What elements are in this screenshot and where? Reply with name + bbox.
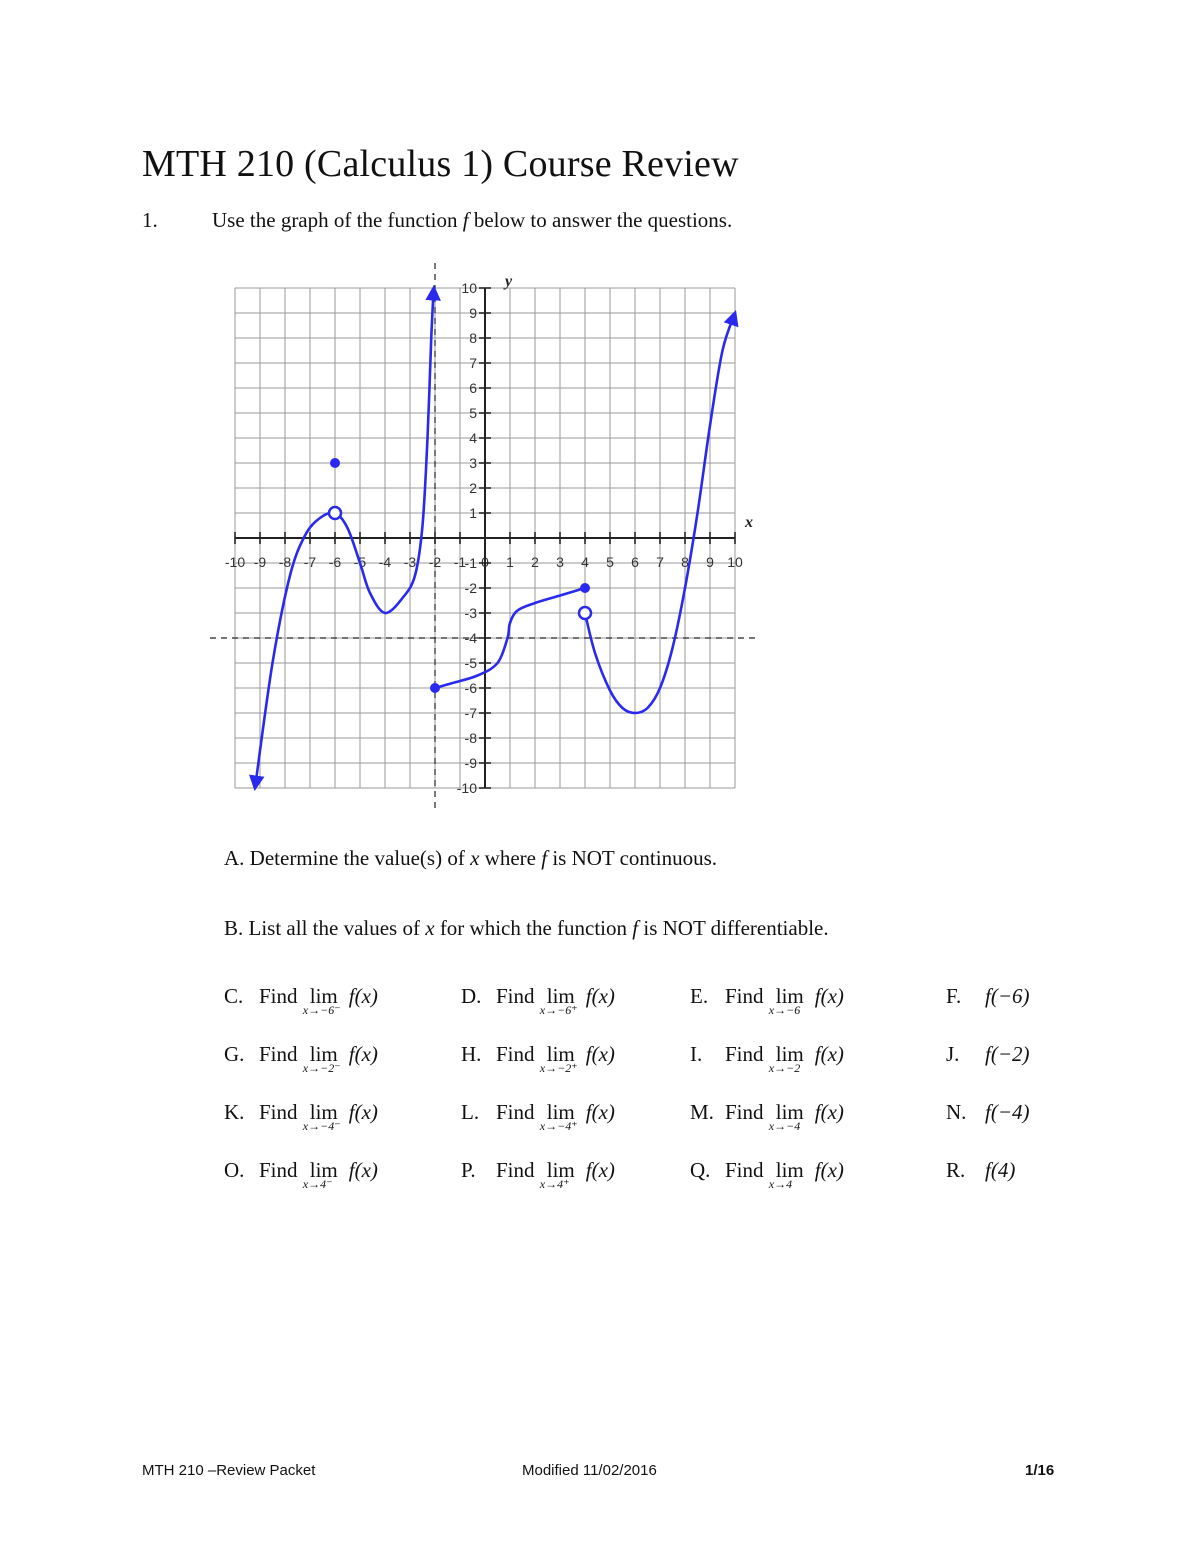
closed-point: [430, 683, 440, 693]
find-word: Find: [725, 984, 769, 1008]
x-tick-label: 8: [681, 554, 689, 570]
limit-operator: [302, 1100, 345, 1133]
limit-subscript: x→4⁻: [302, 1177, 333, 1191]
limit-subscript: x→−6⁺: [539, 1003, 578, 1017]
limit-question: [461, 984, 615, 1017]
limit-question-label: E.: [690, 984, 709, 1008]
function-graph: [205, 258, 765, 818]
lim-word: lim: [775, 1100, 804, 1124]
limit-question: [946, 1100, 1030, 1125]
question-text-after: below to answer the questions.: [468, 208, 733, 232]
open-point: [579, 607, 591, 619]
lim-word: lim: [546, 1100, 575, 1124]
x-tick-label: -7: [303, 554, 317, 570]
function-expression: f(−4): [985, 1100, 1030, 1124]
x-tick-label: 0: [481, 554, 489, 570]
limit-question-label: D.: [461, 984, 482, 1008]
limit-operator: [768, 984, 811, 1017]
function-expression: f(x): [348, 1158, 378, 1182]
x-tick-label: 4: [581, 554, 589, 570]
limit-subscript: x→4⁺: [539, 1177, 570, 1191]
limit-operator: [539, 1158, 582, 1191]
x-tick-label: 10: [727, 554, 743, 570]
y-tick-label: 6: [469, 380, 477, 396]
limit-subscript: x→−2⁺: [539, 1061, 578, 1075]
lim-word: lim: [546, 1158, 575, 1182]
limit-question-label: C.: [224, 984, 244, 1008]
limit-question-label: G.: [224, 1042, 245, 1066]
x-tick-label: -6: [328, 554, 342, 570]
x-tick-label: 6: [631, 554, 639, 570]
limit-operator: [302, 1158, 345, 1191]
y-tick-label: 1: [469, 505, 477, 521]
part-a-text-1: Determine the value(s) of: [249, 846, 471, 870]
y-tick-label: -7: [464, 705, 477, 721]
find-word: Find: [496, 984, 540, 1008]
function-expression: f(−2): [985, 1042, 1030, 1066]
function-expression: f(x): [348, 1100, 378, 1124]
part-b-text-3: is NOT differentiable.: [638, 916, 829, 940]
find-word: Find: [725, 1042, 769, 1066]
y-tick-label: 8: [469, 330, 477, 346]
function-expression: f(x): [348, 1042, 378, 1066]
limit-question-label: M.: [690, 1100, 714, 1124]
part-b-text-1: List all the values of: [248, 916, 426, 940]
y-tick-label: -9: [464, 755, 477, 771]
limit-operator: [768, 1158, 811, 1191]
x-tick-label: -2: [428, 554, 442, 570]
limit-question-label: O.: [224, 1158, 245, 1182]
x-tick-label: -9: [253, 554, 267, 570]
lim-word: lim: [775, 1042, 804, 1066]
limit-subscript: x→−4⁺: [539, 1119, 578, 1133]
lim-word: lim: [309, 1100, 338, 1124]
question-number: 1.: [142, 208, 158, 232]
y-tick-label: -4: [464, 630, 477, 646]
question-text-before: Use the graph of the function: [212, 208, 463, 232]
x-tick-label: -5: [353, 554, 367, 570]
lim-word: lim: [546, 984, 575, 1008]
part-a-text-3: is NOT continuous.: [547, 846, 718, 870]
function-expression: f(x): [585, 1158, 615, 1182]
function-expression: f(x): [814, 1042, 844, 1066]
part-b-label: B.: [224, 916, 244, 940]
limit-question-label: K.: [224, 1100, 245, 1124]
y-tick-label: -10: [456, 780, 477, 796]
x-tick-label: 9: [706, 554, 714, 570]
function-expression: f(−6): [985, 984, 1030, 1008]
y-tick-label: -3: [464, 605, 477, 621]
lim-word: lim: [309, 1158, 338, 1182]
y-tick-label: 10: [461, 280, 477, 296]
page-title: MTH 210 (Calculus 1) Course Review: [142, 143, 739, 185]
part-a-var: x: [470, 846, 480, 870]
x-tick-label: 5: [606, 554, 614, 570]
y-tick-label: 7: [469, 355, 477, 371]
limit-question: [690, 1100, 844, 1133]
limit-question: [224, 984, 378, 1017]
limit-question: [690, 1158, 844, 1191]
limit-question-label: Q.: [690, 1158, 711, 1182]
part-b-text-2: for which the function: [434, 916, 633, 940]
y-tick-label: -6: [464, 680, 477, 696]
part-a-label: A.: [224, 846, 245, 870]
limit-question: [224, 1158, 378, 1191]
x-tick-label: 1: [506, 554, 514, 570]
y-tick-label: 2: [469, 480, 477, 496]
lim-word: lim: [309, 1042, 338, 1066]
question-text: [212, 208, 732, 233]
limit-question: [946, 984, 1030, 1009]
find-word: Find: [496, 1158, 540, 1182]
limit-question: [690, 984, 844, 1017]
limit-question-label: F.: [946, 984, 962, 1008]
function-expression: f(x): [585, 1042, 615, 1066]
function-expression: f(x): [348, 984, 378, 1008]
open-point: [329, 507, 341, 519]
limit-subscript: x→−4: [768, 1119, 801, 1133]
find-word: Find: [496, 1100, 540, 1124]
find-word: Find: [725, 1100, 769, 1124]
limit-operator: [768, 1042, 811, 1075]
lim-word: lim: [309, 984, 338, 1008]
limit-question: [946, 1158, 1015, 1183]
limit-subscript: x→−6: [768, 1003, 801, 1017]
footer-center: Modified 11/02/2016: [522, 1462, 657, 1479]
limit-subscript: x→−2: [768, 1061, 801, 1075]
closed-point: [330, 458, 340, 468]
function-expression: f(x): [585, 984, 615, 1008]
function-expression: f(x): [814, 984, 844, 1008]
x-tick-label: -4: [378, 554, 392, 570]
part-b: [224, 916, 829, 941]
limit-question-label: R.: [946, 1158, 966, 1182]
limit-question: [461, 1100, 615, 1133]
y-tick-label: -2: [464, 580, 477, 596]
lim-word: lim: [775, 1158, 804, 1182]
limit-subscript: x→−6⁻: [302, 1003, 341, 1017]
limit-question: [224, 1042, 378, 1075]
limit-question-label: J.: [946, 1042, 960, 1066]
part-b-var: x: [425, 916, 435, 940]
limit-operator: [302, 984, 345, 1017]
limit-question: [946, 1042, 1030, 1067]
closed-point: [580, 583, 590, 593]
find-word: Find: [725, 1158, 769, 1182]
find-word: Find: [259, 984, 303, 1008]
footer-left: MTH 210 –Review Packet: [142, 1462, 316, 1479]
x-axis-label: x: [745, 514, 753, 531]
x-tick-label: 7: [656, 554, 664, 570]
limit-operator: [539, 984, 582, 1017]
y-tick-label: -8: [464, 730, 477, 746]
y-tick-label: 9: [469, 305, 477, 321]
x-tick-label: 3: [556, 554, 564, 570]
y-tick-label: 5: [469, 405, 477, 421]
lim-word: lim: [546, 1042, 575, 1066]
x-tick-label: -1: [453, 554, 467, 570]
y-tick-label: -5: [464, 655, 477, 671]
limit-question-label: L.: [461, 1100, 480, 1124]
find-word: Find: [259, 1158, 303, 1182]
part-a: [224, 846, 717, 871]
part-a-fname: f: [541, 846, 548, 870]
y-tick-label: 3: [469, 455, 477, 471]
function-expression: f(x): [585, 1100, 615, 1124]
part-b-fname: f: [632, 916, 639, 940]
limit-operator: [539, 1100, 582, 1133]
y-axis-label: y: [505, 273, 513, 290]
y-tick-label: -1: [464, 555, 477, 571]
limit-subscript: x→−2⁻: [302, 1061, 341, 1075]
y-tick-label: 4: [469, 430, 477, 446]
limit-question: [461, 1042, 615, 1075]
x-tick-label: 2: [531, 554, 539, 570]
limit-operator: [539, 1042, 582, 1075]
page-number: 1/16: [1025, 1462, 1055, 1479]
x-tick-label: -3: [403, 554, 417, 570]
find-word: Find: [496, 1042, 540, 1066]
limit-question-label: I.: [690, 1042, 703, 1066]
limit-question-label: P.: [461, 1158, 476, 1182]
limit-question-label: H.: [461, 1042, 482, 1066]
lim-word: lim: [775, 984, 804, 1008]
find-word: Find: [259, 1042, 303, 1066]
limit-operator: [302, 1042, 345, 1075]
part-a-text-2: where: [479, 846, 542, 870]
function-expression: f(x): [814, 1100, 844, 1124]
x-tick-label: -10: [224, 554, 246, 570]
limit-question: [224, 1100, 378, 1133]
limit-subscript: x→4: [768, 1177, 793, 1191]
function-expression: f(x): [814, 1158, 844, 1182]
limit-question: [690, 1042, 844, 1075]
function-expression: f(4): [985, 1158, 1016, 1182]
limit-question-label: N.: [946, 1100, 967, 1124]
x-tick-label: -8: [278, 554, 292, 570]
limit-subscript: x→−4⁻: [302, 1119, 341, 1133]
find-word: Find: [259, 1100, 303, 1124]
question-fname: f: [462, 208, 469, 232]
limit-operator: [768, 1100, 811, 1133]
limit-question: [461, 1158, 615, 1191]
